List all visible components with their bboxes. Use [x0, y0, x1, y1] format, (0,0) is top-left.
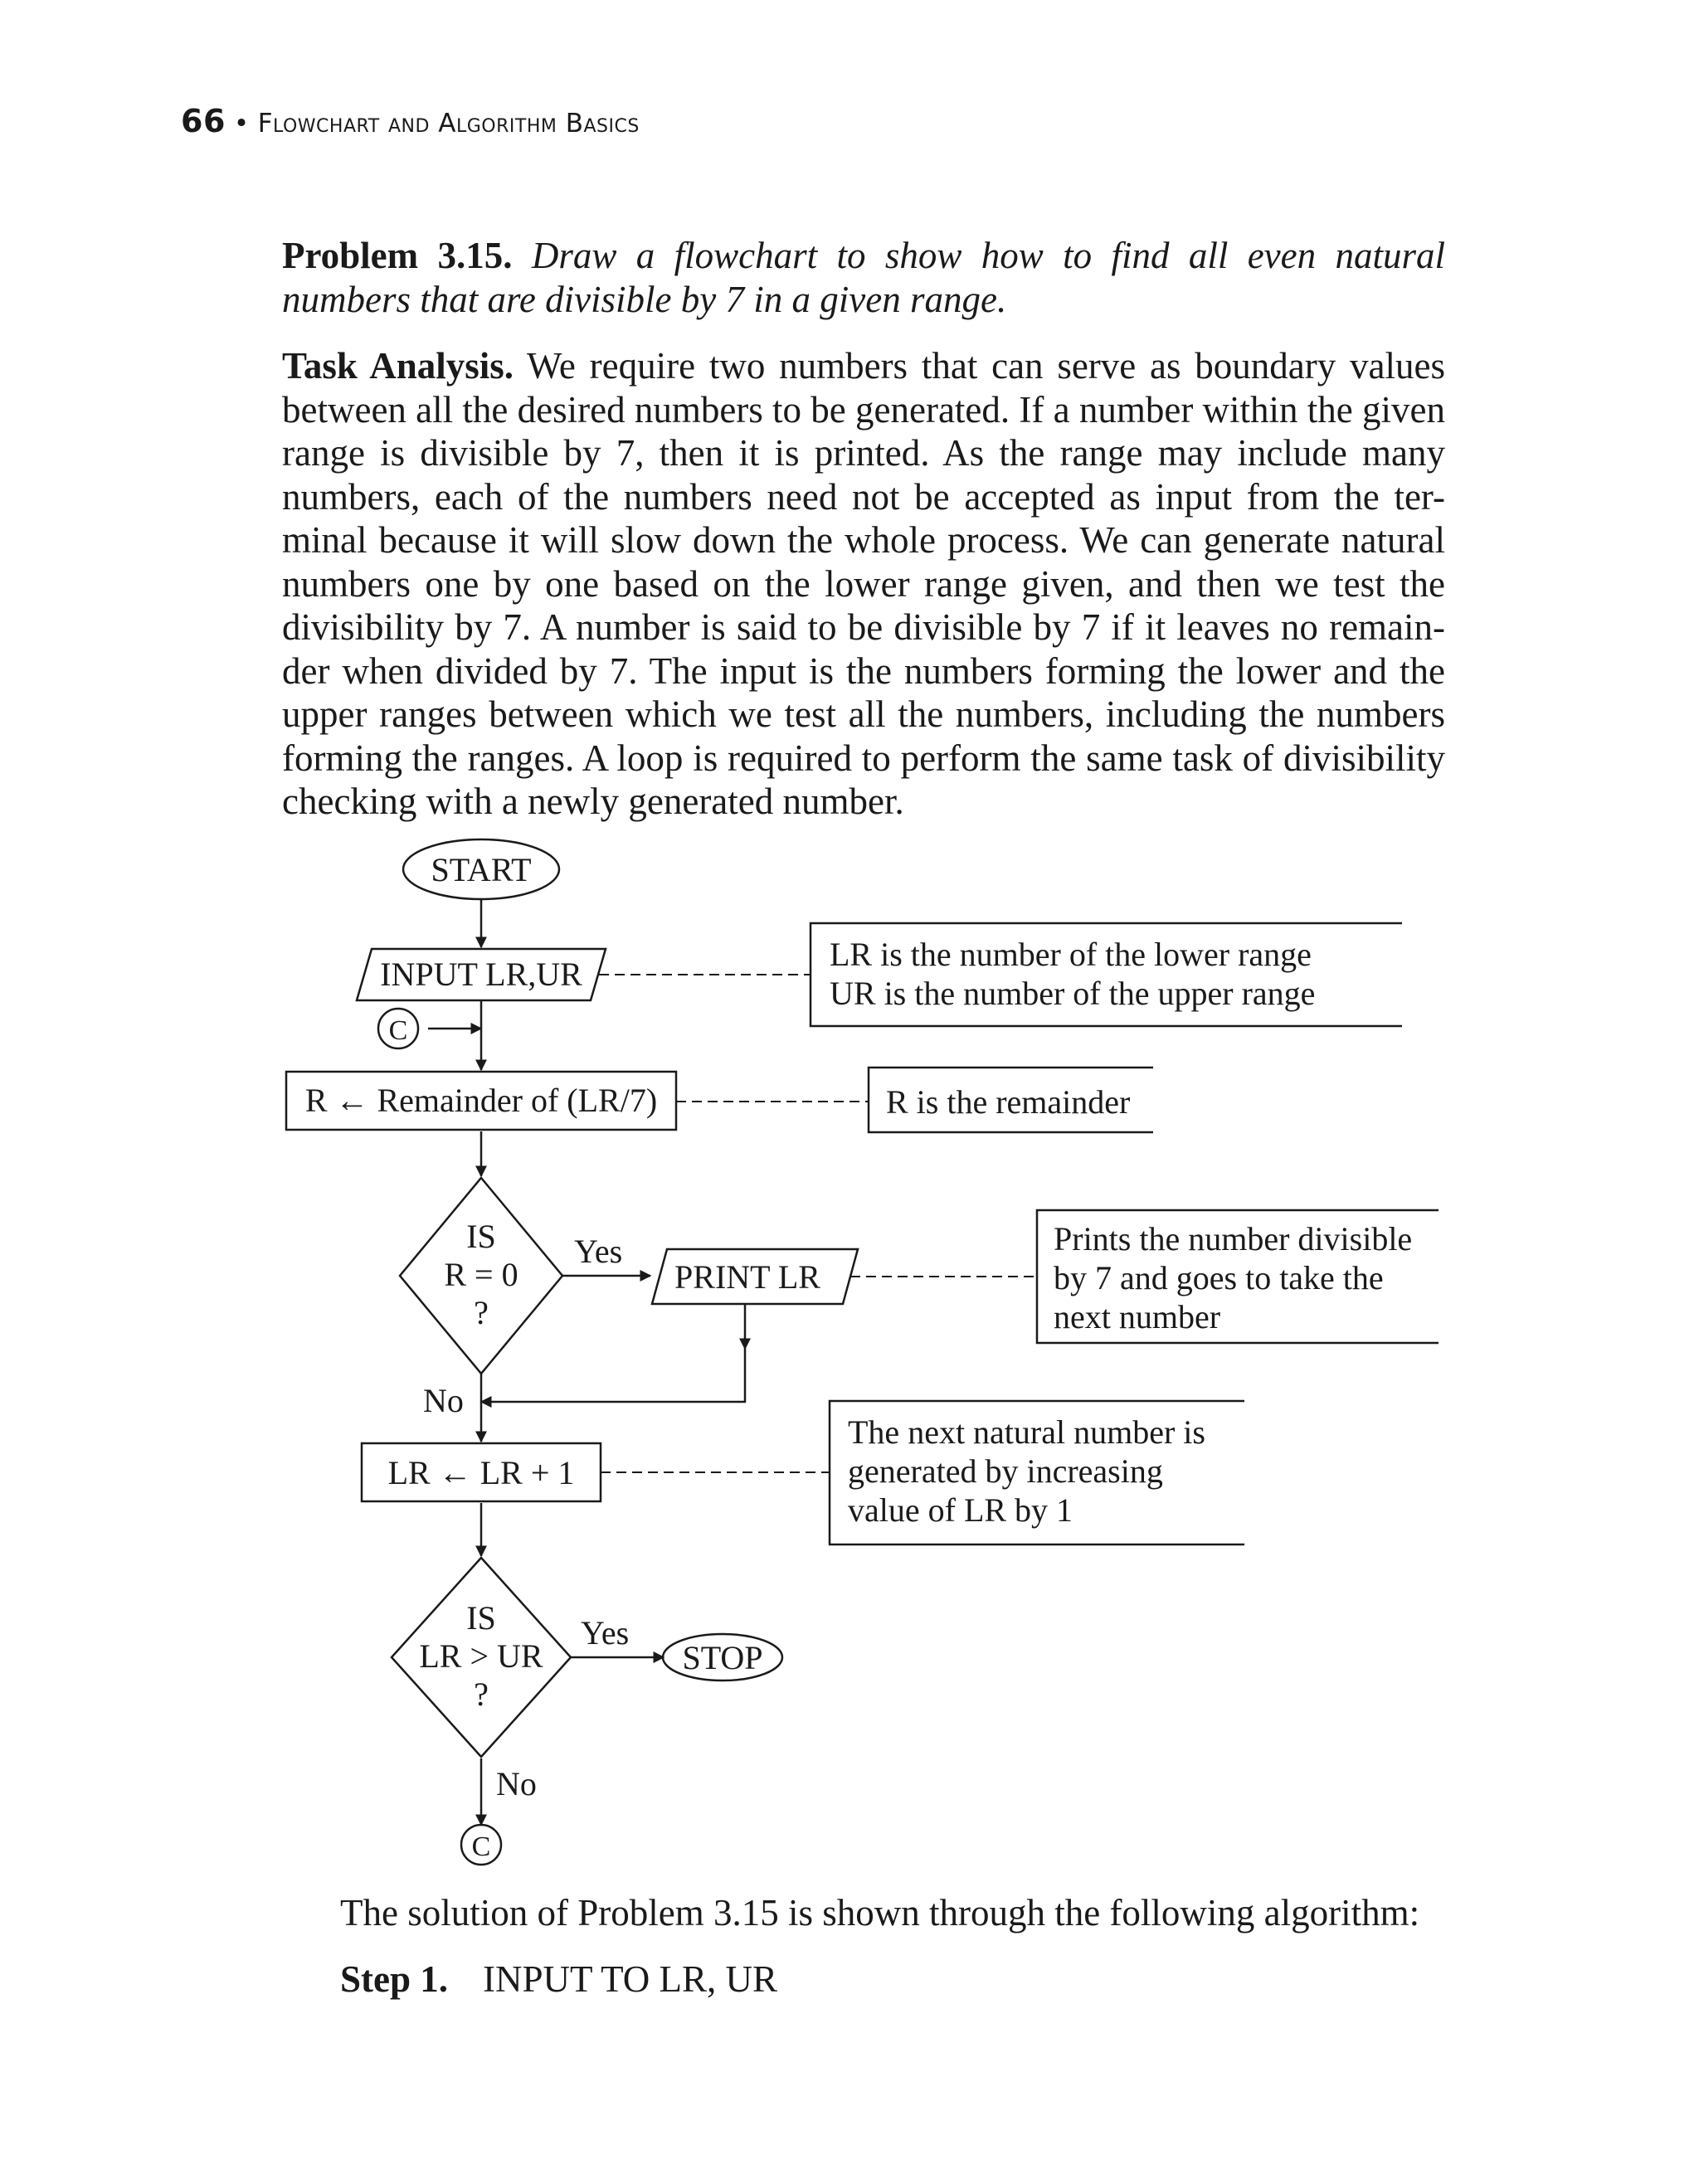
yes1-label: Yes — [574, 1233, 623, 1270]
annotation-remainder: R is the remainder — [886, 1083, 1131, 1121]
annotation-increment-line2: generated by increasing — [848, 1452, 1163, 1490]
connector-c-bottom-label: C — [471, 1831, 491, 1862]
yes2-label: Yes — [581, 1614, 630, 1651]
step1-label: Step 1. — [340, 1958, 449, 2000]
annotation-print-line2: by 7 and goes to take the — [1054, 1259, 1384, 1296]
problem-text: Draw a flowchart to show how to find all even natural numbers that are divisible by 7 in a given range. — [282, 235, 1446, 320]
annotation-input-line1: LR is the number of the lower range — [830, 936, 1312, 973]
task-text: We require two numbers that can serve as boundary values between all the desired numbers to be generated. If a number within the given range is divisible by 7, then it is printed. As the range may include many numbers, each of the numbers need not be accepted as input from the ter-minal because it will slow down the whole process. We can generate natural numbers one by one based on the lower range given, and then we test the divisibility by 7. A number is said to be divisible by 7 if it leaves no remain-der when divided by 7. The input is the numbers forming the lower and the upper ranges between which we test all the numbers, including the numbers forming the ranges. A loop is required to perform the same task of divisibility checking with a newly generated number. — [282, 345, 1446, 822]
annotation-print-line3: next number — [1054, 1298, 1221, 1335]
task-label: Task Analysis. — [282, 345, 514, 387]
print-label: PRINT LR — [674, 1258, 820, 1296]
decision1-line1: IS — [466, 1218, 496, 1255]
annotation-increment-line3: value of LR by 1 — [848, 1491, 1073, 1529]
input-label: INPUT LR,UR — [380, 956, 582, 993]
start-label: START — [431, 851, 532, 888]
annotation-print-line1: Prints the number divisible — [1054, 1220, 1413, 1257]
decision1-line2: R = 0 — [444, 1256, 518, 1293]
decision1-line3: ? — [474, 1294, 489, 1331]
increment-label: LR ← LR + 1 — [387, 1454, 575, 1491]
algorithm-step-1 — [340, 1958, 777, 2001]
step1-text: INPUT TO LR, UR — [483, 1958, 778, 2000]
decision2-line1: IS — [466, 1599, 496, 1637]
problem-label: Problem 3.15. — [282, 235, 513, 276]
no2-label: No — [496, 1765, 537, 1802]
flow-line — [481, 1349, 745, 1402]
header-separator: • — [233, 109, 250, 139]
decision2-line2: LR > UR — [419, 1637, 543, 1675]
connector-c-top-label: C — [388, 1015, 408, 1046]
page-number: 66 — [181, 103, 226, 139]
decision2-line3: ? — [474, 1676, 489, 1713]
annotation-input-line2: UR is the number of the upper range — [830, 975, 1316, 1012]
remainder-label: R ← Remainder of (LR/7) — [304, 1082, 658, 1119]
chapter-title: Flowchart and Algorithm Basics — [257, 109, 640, 139]
stop-label: STOP — [682, 1639, 763, 1676]
annotation-increment-line1: The next natural number is — [848, 1413, 1205, 1451]
solution-intro: The solution of Problem 3.15 is shown through the following algorithm: — [340, 1892, 1420, 1933]
no1-label: No — [423, 1382, 464, 1419]
